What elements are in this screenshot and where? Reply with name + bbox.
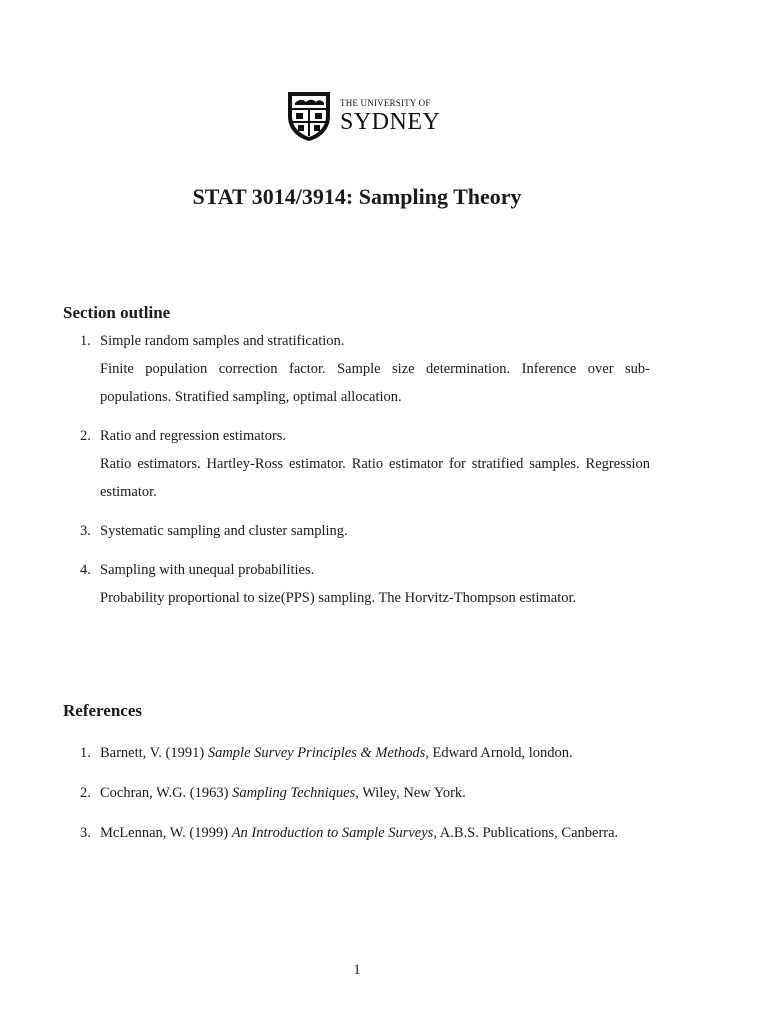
reference-text (100, 819, 650, 847)
reference-item (0, 779, 650, 807)
outline-item (0, 556, 650, 612)
outline-item-number: 1. (80, 333, 91, 349)
reference-item (0, 739, 650, 767)
reference-book-title: Sample Survey Principles & Methods (207, 745, 426, 761)
outline-item-description: Finite population correction factor. Sample size determination. Inference over sub-populations. Stratified sampling, optimal allocation. (100, 361, 650, 405)
reference-book-title: Sampling Techniques (232, 785, 356, 801)
outline-item (0, 422, 650, 506)
section-outline-list (0, 327, 768, 623)
page-number: 1 (353, 962, 361, 978)
outline-item-description: Ratio estimators. Hartley-Ross estimator. Ratio estimator for stratified samples. Regression estimator. (100, 456, 650, 500)
reference-publisher: , Edward Arnold, london. (425, 745, 573, 761)
logo-line2: SYDNEY (340, 108, 441, 135)
logo-wordmark (340, 99, 440, 134)
reference-number: 2. (80, 785, 91, 801)
reference-publisher: , A.B.S. Publications, Canberra. (433, 825, 619, 841)
outline-item (0, 327, 650, 411)
outline-item-title: Simple random samples and stratification. (100, 333, 345, 349)
reference-number: 1. (80, 745, 91, 761)
references-heading: References (63, 701, 142, 720)
university-crest-icon (286, 90, 332, 142)
reference-book-title: An Introduction to Sample Surveys (231, 825, 434, 841)
university-logo (286, 90, 440, 142)
outline-item-number: 3. (80, 523, 91, 539)
reference-text (100, 779, 650, 807)
logo-line1: THE UNIVERSITY OF (340, 97, 431, 108)
reference-publisher: , Wiley, New York. (355, 785, 466, 801)
reference-number: 3. (80, 825, 91, 841)
reference-author: Barnett, V. (1991) (100, 745, 208, 761)
outline-item-title: Sampling with unequal probabilities. (100, 562, 315, 578)
reference-item (0, 819, 650, 847)
outline-item-title: Ratio and regression estimators. (100, 428, 287, 444)
reference-author: McLennan, W. (1999) (100, 825, 232, 841)
outline-item-title: Systematic sampling and cluster sampling. (100, 523, 348, 539)
outline-item-description: Probability proportional to size(PPS) sampling. The Horvitz-Thompson estimator. (100, 590, 577, 606)
section-outline-heading: Section outline (63, 303, 171, 322)
outline-item-number: 4. (80, 562, 91, 578)
outline-item (0, 517, 650, 545)
reference-text (100, 739, 650, 767)
outline-item-number: 2. (80, 428, 91, 444)
reference-author: Cochran, W.G. (1963) (100, 785, 233, 801)
references-list (0, 739, 768, 859)
document-title: STAT 3014/3914: Sampling Theory (192, 184, 522, 209)
